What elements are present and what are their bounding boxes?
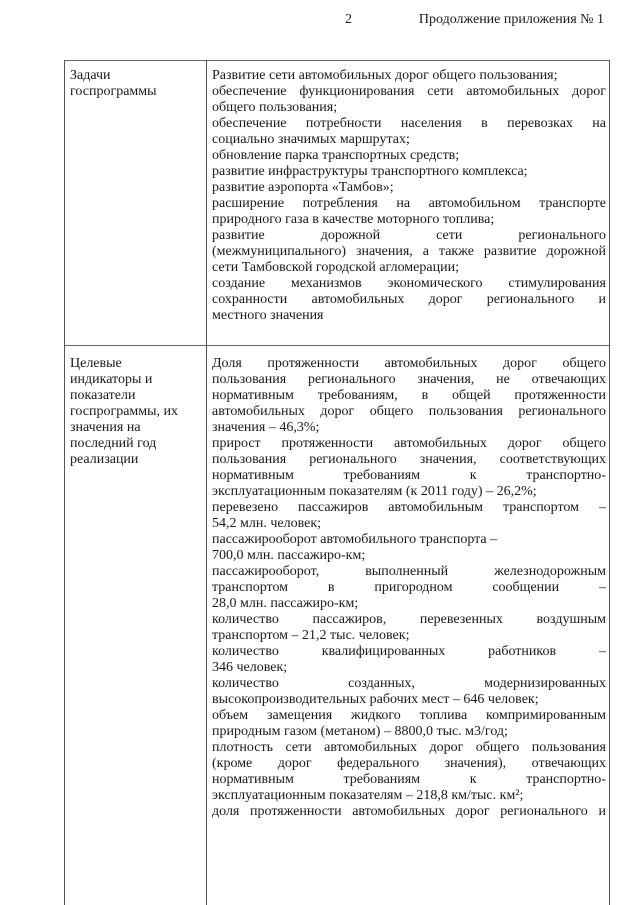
row-label-indicators [70,356,202,468]
content-line: развитие инфраструктуры транспортного комплекса; [212,164,528,179]
content-line: нормативным требованиям к транспортно- [212,468,606,483]
label-line: значения на [70,420,141,435]
table-right-border [609,60,610,905]
content-line: прирост протяженности автомобильных дорог общего [212,436,606,451]
content-line: расширение потребления на автомобильном транспорте [212,196,606,211]
row-content-indicators [212,356,606,820]
content-line: плотность сети автомобильных дорог общего пользования [212,740,606,755]
content-line: доля протяженности автомобильных дорог регионального и [212,804,606,819]
content-line: сохранности автомобильных дорог регионального и [212,292,606,307]
content-line: нормативным требованиям, в общей протяженности [212,388,606,403]
row-label-tasks [70,68,202,100]
content-line: (кроме дорог федерального значения), отвечающих [212,756,606,771]
row-content-tasks [212,68,606,324]
label-line: показатели [70,388,136,403]
label-line: индикаторы и [70,372,153,387]
column-divider [206,60,207,905]
label-line: последний год [70,436,157,451]
content-line: значения – 46,3%; [212,420,320,435]
content-line: обеспечение потребности населения в перевозках на [212,116,606,131]
content-line: 700,0 млн. пассажиро-км; [212,548,366,563]
content-line: эксплуатационным показателям – 218,8 км/тыс. км²; [212,788,524,803]
content-line: объем замещения жидкого топлива компримированным [212,708,606,723]
label-line: Задачи [70,68,111,83]
passport-table [64,60,610,905]
content-line: 346 человек; [212,660,288,675]
label-line: Целевые [70,356,122,371]
label-line: реализации [70,452,139,467]
content-line: высокопроизводительных рабочих мест – 646 человек; [212,692,539,707]
content-line: 54,2 млн. человек; [212,516,322,531]
content-line: природного газа в качестве моторного топлива; [212,212,495,227]
continuation-header: Продолжение приложения № 1 [418,12,604,27]
content-line: развитие аэропорта «Тамбов»; [212,180,394,195]
table-top-border [64,60,610,61]
content-line: количество созданных, модернизированных [212,676,606,691]
label-line: госпрограммы, их [70,404,179,419]
content-line: обновление парка транспортных средств; [212,148,460,163]
content-line: сети Тамбовской городской агломерации; [212,260,459,275]
content-line: общего пользования; [212,100,338,115]
content-line: транспортом в пригородном сообщении – [212,580,606,595]
content-line: количество пассажиров, перевезенных воздушным [212,612,606,627]
label-line: госпрограммы [70,84,157,99]
content-line: Доля протяженности автомобильных дорог общего [212,356,606,371]
content-line: перевезено пассажиров автомобильным транспортом – [212,500,606,515]
content-line: создание механизмов экономического стимулирования [212,276,606,291]
content-line: пользования регионального значения, не отвечающих [212,372,606,387]
content-line: (межмуниципального) значения, а также развитие дорожной [212,244,606,259]
content-line: 28,0 млн. пассажиро-км; [212,596,359,611]
content-line: эксплуатационным показателям (к 2011 году) – 26,2%; [212,484,537,499]
content-line: развитие дорожной сети регионального [212,228,606,243]
content-line: количество квалифицированных работников – [212,644,606,659]
content-line: нормативным требованиям к транспортно- [212,772,606,787]
content-line: местного значения [212,308,324,323]
content-line: автомобильных дорог общего пользования регионального [212,404,606,419]
content-line: пользования регионального значения, соответствующих [212,452,606,467]
content-line: пассажирооборот автомобильного транспорта – [212,532,498,547]
content-line: обеспечение функционирования сети автомобильных дорог [212,84,606,99]
content-line: природным газом (метаном) – 8800,0 тыс. м3/год; [212,724,508,739]
content-line: пассажирооборот, выполненный железнодорожным [212,564,606,579]
content-line: транспортом – 21,2 тыс. человек; [212,628,410,643]
row-separator [64,345,610,346]
page-number: 2 [345,12,352,27]
content-line: социально значимых маршрутах; [212,132,410,147]
table-left-border [64,60,65,905]
content-line: Развитие сети автомобильных дорог общего пользования; [212,68,558,83]
